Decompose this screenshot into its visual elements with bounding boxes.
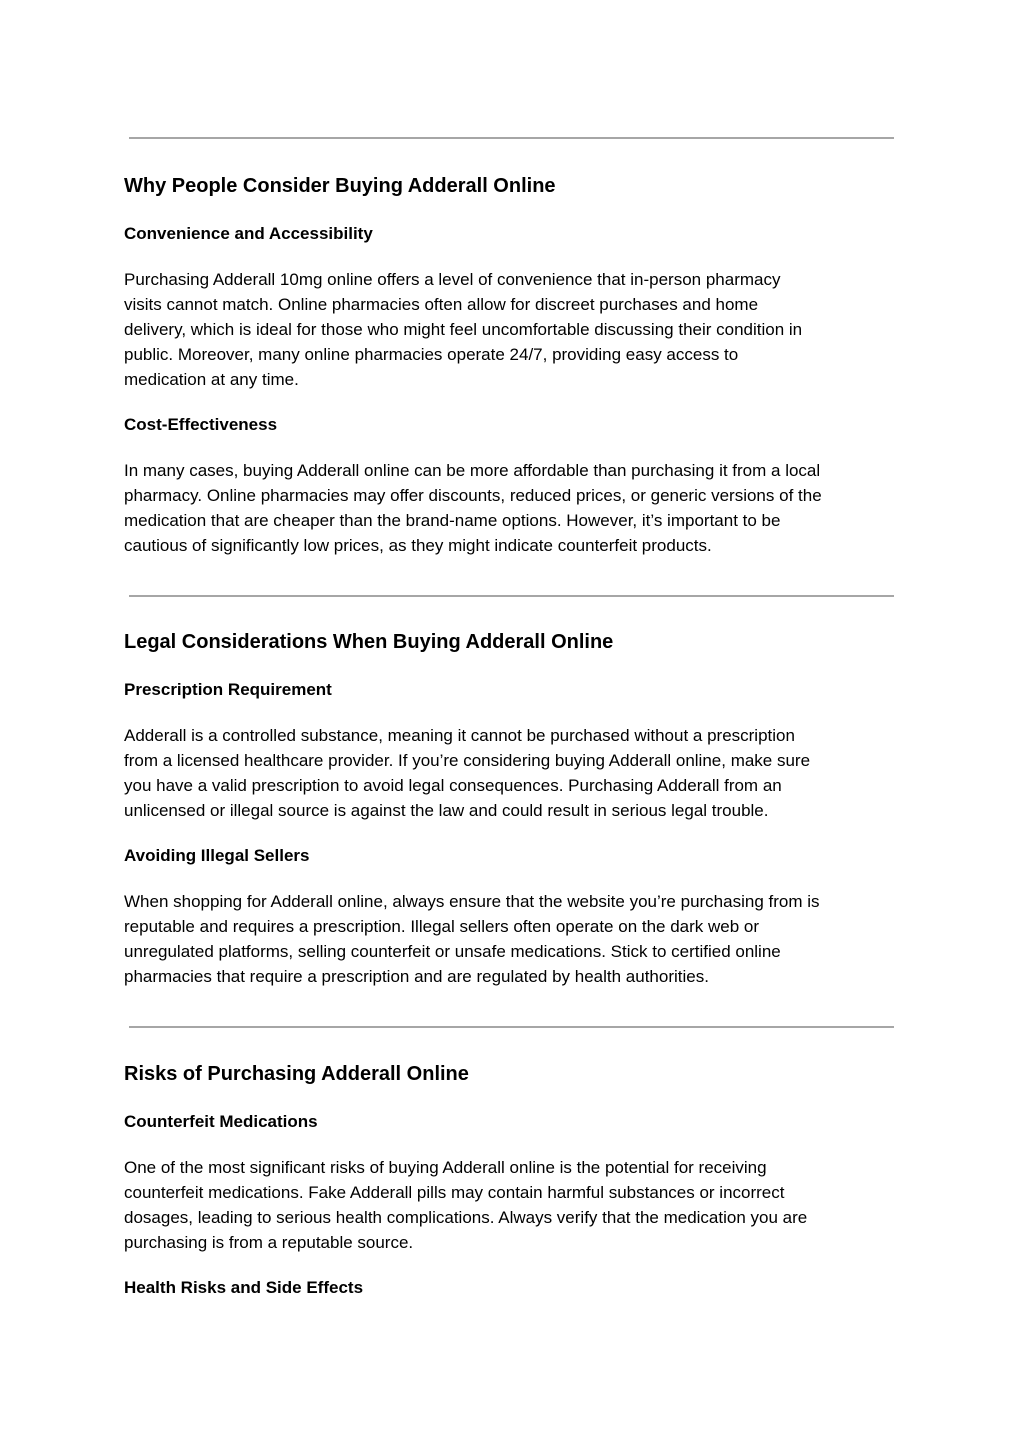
paragraph <box>124 889 908 989</box>
subsection-title: Prescription Requirement <box>124 680 332 699</box>
paragraph-line: counterfeit medications. Fake Adderall pills may contain harmful substances or incorrect <box>124 1183 785 1202</box>
paragraph-line: Adderall is a controlled substance, meaning it cannot be purchased without a prescription <box>124 726 795 745</box>
paragraph-line: pharmacies that require a prescription and are regulated by health authorities. <box>124 967 709 986</box>
paragraph-line: medication that are cheaper than the brand-name options. However, it’s important to be <box>124 511 781 530</box>
section-heading: Why People Consider Buying Adderall Online <box>124 175 556 197</box>
paragraph-line: dosages, leading to serious health complications. Always verify that the medication you are <box>124 1208 808 1227</box>
paragraph-line: delivery, which is ideal for those who might feel uncomfortable discussing their condition in <box>124 320 803 339</box>
paragraph-line: In many cases, buying Adderall online can be more affordable than purchasing it from a local <box>124 461 821 480</box>
subsection-title: Cost-Effectiveness <box>124 415 278 434</box>
subsection-title: Avoiding Illegal Sellers <box>124 846 310 865</box>
section-divider <box>129 1026 894 1028</box>
paragraph-line: cautious of significantly low prices, as they might indicate counterfeit products. <box>124 536 712 555</box>
paragraph-line: unregulated platforms, selling counterfeit or unsafe medications. Stick to certified online <box>124 942 781 961</box>
subsection-title: Health Risks and Side Effects <box>124 1278 364 1297</box>
paragraph-line: reputable and requires a prescription. Illegal sellers often operate on the dark web or <box>124 917 760 936</box>
paragraph <box>124 1155 908 1255</box>
paragraph-line: One of the most significant risks of buying Adderall online is the potential for receiving <box>124 1158 767 1177</box>
paragraph <box>124 458 908 558</box>
paragraph-line: pharmacy. Online pharmacies may offer discounts, reduced prices, or generic versions of the <box>124 486 822 505</box>
section-divider <box>129 137 894 139</box>
paragraph-line: purchasing is from a reputable source. <box>124 1233 414 1252</box>
paragraph-line: visits cannot match. Online pharmacies often allow for discreet purchases and home <box>124 295 759 314</box>
paragraph-line: When shopping for Adderall online, always ensure that the website you’re purchasing from is <box>124 892 820 911</box>
paragraph <box>124 267 908 392</box>
subsection-title: Counterfeit Medications <box>124 1112 318 1131</box>
section-divider <box>129 595 894 597</box>
paragraph-line: unlicensed or illegal source is against the law and could result in serious legal trouble. <box>124 801 769 820</box>
paragraph-line: medication at any time. <box>124 370 299 389</box>
paragraph-line: Purchasing Adderall 10mg online offers a level of convenience that in-person pharmacy <box>124 270 781 289</box>
subsection-title: Convenience and Accessibility <box>124 224 373 243</box>
paragraph-line: from a licensed healthcare provider. If you’re considering buying Adderall online, make sure <box>124 751 811 770</box>
paragraph-line: you have a valid prescription to avoid legal consequences. Purchasing Adderall from an <box>124 776 782 795</box>
section-heading: Risks of Purchasing Adderall Online <box>124 1063 469 1085</box>
section-heading: Legal Considerations When Buying Adderall Online <box>124 631 614 653</box>
paragraph <box>124 723 908 823</box>
paragraph-line: public. Moreover, many online pharmacies operate 24/7, providing easy access to <box>124 345 739 364</box>
